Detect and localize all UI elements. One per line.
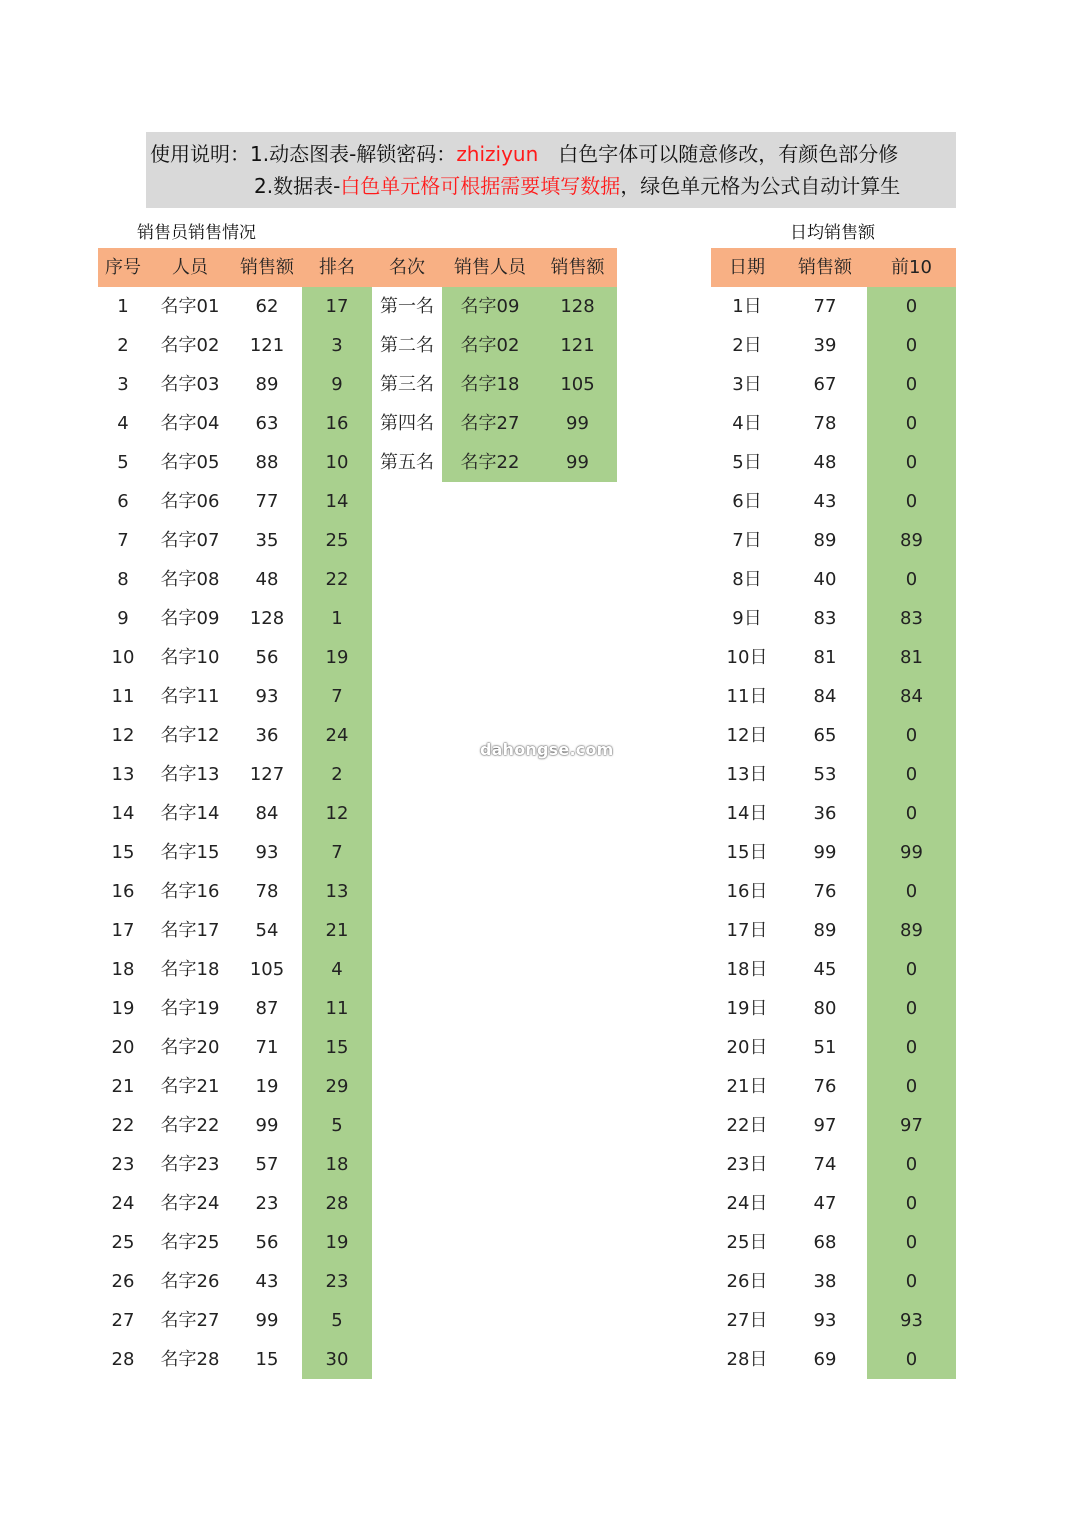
daily-row-date[interactable]: 7日 bbox=[732, 530, 762, 551]
daily-row-top10[interactable]: 89 bbox=[900, 920, 923, 941]
sales-row-rank[interactable]: 16 bbox=[325, 413, 349, 434]
sales-row-sales[interactable]: 57 bbox=[255, 1154, 279, 1175]
daily-row-sales[interactable]: 47 bbox=[813, 1193, 837, 1214]
daily-row-top10[interactable]: 81 bbox=[900, 647, 923, 668]
sales-row-person[interactable]: 名字11 bbox=[160, 686, 220, 707]
watermark: dahongse.com bbox=[480, 740, 614, 759]
instructions-line-1 bbox=[150, 139, 898, 169]
sales-row-index[interactable]: 26 bbox=[111, 1271, 135, 1292]
sales-row-person[interactable]: 名字05 bbox=[160, 452, 220, 473]
sales-row-sales[interactable]: 88 bbox=[255, 452, 279, 473]
daily-row-top10[interactable]: 0 bbox=[905, 1037, 918, 1058]
sales-row-rank[interactable]: 24 bbox=[325, 725, 349, 746]
top5-row-place[interactable]: 第四名 bbox=[380, 413, 434, 434]
sales-row-person[interactable]: 名字18 bbox=[160, 959, 220, 980]
daily-row-sales[interactable]: 99 bbox=[813, 842, 837, 863]
daily-row-top10[interactable]: 0 bbox=[905, 1076, 918, 1097]
sales-row-rank[interactable]: 15 bbox=[325, 1037, 349, 1058]
top5-row-salesperson[interactable]: 名字09 bbox=[460, 296, 520, 317]
sales-row-sales[interactable]: 78 bbox=[255, 881, 279, 902]
header-date[interactable]: 日期 bbox=[729, 257, 765, 278]
sales-row-person[interactable]: 名字16 bbox=[160, 881, 220, 902]
sales-row-rank[interactable]: 19 bbox=[325, 647, 349, 668]
daily-row-top10[interactable]: 84 bbox=[900, 686, 923, 707]
daily-row-top10[interactable]: 0 bbox=[905, 764, 918, 785]
daily-row-date[interactable]: 25日 bbox=[726, 1232, 768, 1253]
daily-row-sales[interactable]: 69 bbox=[813, 1349, 837, 1370]
top5-row-salesperson[interactable]: 名字27 bbox=[460, 413, 520, 434]
daily-row-date[interactable]: 2日 bbox=[732, 335, 762, 356]
sales-row-person[interactable]: 名字28 bbox=[160, 1349, 220, 1370]
top5-row-place[interactable]: 第五名 bbox=[380, 452, 434, 473]
sales-row-sales[interactable]: 43 bbox=[255, 1271, 279, 1292]
daily-row-top10[interactable]: 99 bbox=[900, 842, 923, 863]
sales-row-person[interactable]: 名字09 bbox=[160, 608, 220, 629]
sales-row-sales[interactable]: 19 bbox=[255, 1076, 279, 1097]
daily-row-date[interactable]: 14日 bbox=[726, 803, 768, 824]
daily-row-top10[interactable]: 0 bbox=[905, 881, 918, 902]
instructions-line2-suffix: ，绿色单元格为公式自动计算生 bbox=[620, 174, 901, 198]
header-place[interactable]: 名次 bbox=[389, 257, 425, 278]
daily-row-top10[interactable]: 0 bbox=[905, 998, 918, 1019]
top5-row-salesperson[interactable]: 名字22 bbox=[460, 452, 520, 473]
top5-row-sales[interactable]: 121 bbox=[560, 335, 595, 356]
daily-row-top10[interactable]: 0 bbox=[905, 1271, 918, 1292]
daily-row-sales[interactable]: 77 bbox=[813, 296, 837, 317]
daily-row-date[interactable]: 6日 bbox=[732, 491, 762, 512]
daily-row-date[interactable]: 22日 bbox=[726, 1115, 768, 1136]
daily-row-top10[interactable]: 93 bbox=[900, 1310, 923, 1331]
top5-row-sales[interactable]: 128 bbox=[560, 296, 595, 317]
sales-row-sales[interactable]: 23 bbox=[255, 1193, 279, 1214]
sales-row-index[interactable]: 12 bbox=[111, 725, 135, 746]
sales-row-rank[interactable]: 5 bbox=[331, 1310, 343, 1331]
daily-row-date[interactable]: 10日 bbox=[726, 647, 768, 668]
daily-row-sales[interactable]: 40 bbox=[813, 569, 837, 590]
daily-row-top10[interactable]: 0 bbox=[905, 335, 918, 356]
sales-row-index[interactable]: 6 bbox=[117, 491, 129, 512]
sales-row-rank[interactable]: 5 bbox=[331, 1115, 343, 1136]
daily-row-date[interactable]: 13日 bbox=[726, 764, 768, 785]
daily-row-top10[interactable]: 97 bbox=[900, 1115, 923, 1136]
sales-row-rank[interactable]: 11 bbox=[325, 998, 349, 1019]
sales-row-index[interactable]: 13 bbox=[111, 764, 135, 785]
sales-row-person[interactable]: 名字07 bbox=[160, 530, 220, 551]
sales-row-index[interactable]: 11 bbox=[111, 686, 135, 707]
sales-row-person[interactable]: 名字22 bbox=[160, 1115, 220, 1136]
sales-row-index[interactable]: 15 bbox=[111, 842, 135, 863]
daily-row-sales[interactable]: 84 bbox=[813, 686, 837, 707]
sales-row-index[interactable]: 10 bbox=[111, 647, 135, 668]
sales-row-index[interactable]: 23 bbox=[111, 1154, 135, 1175]
daily-row-top10[interactable]: 0 bbox=[905, 374, 918, 395]
daily-row-top10[interactable]: 0 bbox=[905, 1154, 918, 1175]
sales-table-title: 销售员销售情况 bbox=[137, 223, 256, 243]
top5-row-salesperson[interactable]: 名字18 bbox=[460, 374, 520, 395]
sales-row-sales[interactable]: 63 bbox=[255, 413, 279, 434]
header-sales[interactable]: 销售额 bbox=[240, 257, 294, 278]
sales-row-person[interactable]: 名字12 bbox=[160, 725, 220, 746]
daily-row-sales[interactable]: 65 bbox=[813, 725, 837, 746]
daily-row-date[interactable]: 1日 bbox=[732, 296, 762, 317]
sales-row-person[interactable]: 名字06 bbox=[160, 491, 220, 512]
sales-row-index[interactable]: 25 bbox=[111, 1232, 135, 1253]
daily-row-sales[interactable]: 51 bbox=[813, 1037, 837, 1058]
daily-row-top10[interactable]: 89 bbox=[900, 530, 923, 551]
sales-row-person[interactable]: 名字19 bbox=[160, 998, 220, 1019]
sales-row-index[interactable]: 16 bbox=[111, 881, 135, 902]
header-person[interactable]: 人员 bbox=[172, 257, 208, 278]
daily-row-sales[interactable]: 53 bbox=[813, 764, 837, 785]
sales-row-sales[interactable]: 105 bbox=[249, 959, 285, 980]
daily-row-date[interactable]: 9日 bbox=[732, 608, 762, 629]
sales-row-sales[interactable]: 84 bbox=[255, 803, 279, 824]
sales-row-person[interactable]: 名字21 bbox=[160, 1076, 220, 1097]
daily-row-sales[interactable]: 78 bbox=[813, 413, 837, 434]
daily-row-date[interactable]: 21日 bbox=[726, 1076, 768, 1097]
sales-row-sales[interactable]: 56 bbox=[255, 1232, 279, 1253]
top5-row-salesperson[interactable]: 名字02 bbox=[460, 335, 520, 356]
sales-row-rank[interactable]: 17 bbox=[325, 296, 349, 317]
daily-row-date[interactable]: 24日 bbox=[726, 1193, 768, 1214]
sales-row-index[interactable]: 5 bbox=[117, 452, 129, 473]
sales-row-index[interactable]: 8 bbox=[117, 569, 129, 590]
sales-row-index[interactable]: 22 bbox=[111, 1115, 135, 1136]
sales-row-person[interactable]: 名字25 bbox=[160, 1232, 220, 1253]
header-daily-sales[interactable]: 销售额 bbox=[798, 257, 852, 278]
sales-row-rank[interactable]: 7 bbox=[331, 686, 343, 707]
daily-row-date[interactable]: 26日 bbox=[726, 1271, 768, 1292]
daily-row-top10[interactable]: 0 bbox=[905, 296, 918, 317]
daily-row-sales[interactable]: 36 bbox=[813, 803, 837, 824]
sales-row-person[interactable]: 名字03 bbox=[160, 374, 220, 395]
sales-row-person[interactable]: 名字26 bbox=[160, 1271, 220, 1292]
daily-row-sales[interactable]: 76 bbox=[813, 1076, 837, 1097]
sales-row-person[interactable]: 名字24 bbox=[160, 1193, 220, 1214]
header-top-sales[interactable]: 销售额 bbox=[550, 257, 605, 278]
sales-row-person[interactable]: 名字13 bbox=[160, 764, 220, 785]
sales-row-person[interactable]: 名字27 bbox=[160, 1310, 220, 1331]
instructions-line1-prefix: 使用说明：1.动态图表-解锁密码： bbox=[150, 142, 457, 166]
daily-row-top10[interactable]: 0 bbox=[905, 959, 918, 980]
sales-row-index[interactable]: 1 bbox=[117, 296, 129, 317]
daily-row-sales[interactable]: 93 bbox=[813, 1310, 837, 1331]
sales-row-index[interactable]: 20 bbox=[111, 1037, 135, 1058]
sales-row-person[interactable]: 名字04 bbox=[160, 413, 220, 434]
instructions-line-2 bbox=[254, 171, 900, 201]
daily-row-date[interactable]: 12日 bbox=[726, 725, 768, 746]
sales-row-rank[interactable]: 1 bbox=[331, 608, 343, 629]
sales-row-index[interactable]: 9 bbox=[117, 608, 129, 629]
daily-row-date[interactable]: 5日 bbox=[732, 452, 762, 473]
daily-row-sales[interactable]: 89 bbox=[813, 530, 837, 551]
daily-row-sales[interactable]: 76 bbox=[813, 881, 837, 902]
sales-row-index[interactable]: 2 bbox=[117, 335, 129, 356]
header-index[interactable]: 序号 bbox=[105, 257, 141, 278]
daily-row-top10[interactable]: 0 bbox=[905, 491, 918, 512]
sales-row-person[interactable]: 名字14 bbox=[160, 803, 220, 824]
sales-row-sales[interactable]: 15 bbox=[255, 1349, 279, 1370]
daily-row-top10[interactable]: 0 bbox=[905, 413, 918, 434]
sales-row-index[interactable]: 4 bbox=[117, 413, 129, 434]
sales-row-sales[interactable]: 93 bbox=[255, 686, 279, 707]
daily-row-top10[interactable]: 0 bbox=[905, 1232, 918, 1253]
sales-row-index[interactable]: 14 bbox=[111, 803, 135, 824]
daily-row-date[interactable]: 28日 bbox=[726, 1349, 768, 1370]
sales-row-rank[interactable]: 29 bbox=[325, 1076, 349, 1097]
sales-row-rank[interactable]: 12 bbox=[325, 803, 349, 824]
sales-row-sales[interactable]: 99 bbox=[255, 1310, 279, 1331]
sales-row-rank[interactable]: 9 bbox=[331, 374, 343, 395]
sales-row-rank[interactable]: 7 bbox=[331, 842, 343, 863]
sales-row-rank[interactable]: 19 bbox=[325, 1232, 349, 1253]
sales-row-rank[interactable]: 4 bbox=[331, 959, 343, 980]
sales-row-index[interactable]: 28 bbox=[111, 1349, 135, 1370]
sales-row-rank[interactable]: 22 bbox=[325, 569, 349, 590]
daily-row-sales[interactable]: 38 bbox=[813, 1271, 837, 1292]
sales-row-sales[interactable]: 36 bbox=[255, 725, 279, 746]
daily-table-title: 日均销售额 bbox=[790, 223, 875, 243]
daily-row-top10[interactable]: 0 bbox=[905, 803, 918, 824]
sales-row-index[interactable]: 27 bbox=[111, 1310, 135, 1331]
sales-row-person[interactable]: 名字10 bbox=[160, 647, 220, 668]
sales-row-rank[interactable]: 14 bbox=[325, 491, 349, 512]
daily-row-sales[interactable]: 48 bbox=[813, 452, 837, 473]
daily-row-date[interactable]: 18日 bbox=[726, 959, 768, 980]
sales-row-index[interactable]: 19 bbox=[111, 998, 135, 1019]
daily-row-sales[interactable]: 81 bbox=[813, 647, 837, 668]
daily-row-sales[interactable]: 68 bbox=[813, 1232, 837, 1253]
sales-row-sales[interactable]: 48 bbox=[255, 569, 279, 590]
sales-row-index[interactable]: 3 bbox=[117, 374, 129, 395]
daily-row-sales[interactable]: 83 bbox=[813, 608, 837, 629]
daily-row-top10[interactable]: 0 bbox=[905, 725, 918, 746]
sales-row-person[interactable]: 名字01 bbox=[160, 296, 220, 317]
top5-row-sales[interactable]: 99 bbox=[566, 413, 589, 434]
daily-row-sales[interactable]: 74 bbox=[813, 1154, 837, 1175]
sales-row-person[interactable]: 名字08 bbox=[160, 569, 220, 590]
sales-row-index[interactable]: 21 bbox=[111, 1076, 135, 1097]
sales-row-rank[interactable]: 30 bbox=[325, 1349, 349, 1370]
sales-row-sales[interactable]: 127 bbox=[249, 764, 285, 785]
sales-row-sales[interactable]: 35 bbox=[255, 530, 279, 551]
instructions-banner bbox=[146, 132, 956, 208]
sales-row-person[interactable]: 名字23 bbox=[160, 1154, 220, 1175]
daily-row-date[interactable]: 16日 bbox=[726, 881, 768, 902]
daily-row-date[interactable]: 15日 bbox=[726, 842, 768, 863]
daily-row-date[interactable]: 11日 bbox=[726, 686, 768, 707]
sales-row-sales[interactable]: 121 bbox=[249, 335, 285, 356]
sales-row-person[interactable]: 名字15 bbox=[160, 842, 220, 863]
header-top10[interactable]: 前10 bbox=[891, 257, 932, 278]
sales-row-rank[interactable]: 10 bbox=[325, 452, 349, 473]
sales-row-rank[interactable]: 21 bbox=[325, 920, 349, 941]
daily-row-sales[interactable]: 39 bbox=[813, 335, 837, 356]
sales-row-person[interactable]: 名字17 bbox=[160, 920, 220, 941]
daily-row-sales[interactable]: 89 bbox=[813, 920, 837, 941]
sales-row-sales[interactable]: 87 bbox=[255, 998, 279, 1019]
sales-row-person[interactable]: 名字20 bbox=[160, 1037, 220, 1058]
daily-row-date[interactable]: 17日 bbox=[726, 920, 768, 941]
header-salesperson[interactable]: 销售人员 bbox=[454, 257, 526, 278]
daily-row-top10[interactable]: 83 bbox=[900, 608, 923, 629]
daily-row-top10[interactable]: 0 bbox=[905, 569, 918, 590]
daily-row-sales[interactable]: 97 bbox=[813, 1115, 837, 1136]
sales-row-sales[interactable]: 71 bbox=[255, 1037, 279, 1058]
sales-row-sales[interactable]: 56 bbox=[255, 647, 279, 668]
sales-row-rank[interactable]: 3 bbox=[331, 335, 343, 356]
top5-row-place[interactable]: 第三名 bbox=[380, 374, 434, 395]
sales-row-sales[interactable]: 128 bbox=[249, 608, 285, 629]
daily-row-top10[interactable]: 0 bbox=[905, 1349, 918, 1370]
daily-row-sales[interactable]: 80 bbox=[813, 998, 837, 1019]
top5-row-sales[interactable]: 105 bbox=[560, 374, 595, 395]
daily-row-top10[interactable]: 0 bbox=[905, 452, 918, 473]
daily-row-date[interactable]: 19日 bbox=[726, 998, 768, 1019]
daily-row-date[interactable]: 3日 bbox=[732, 374, 762, 395]
sales-row-sales[interactable]: 62 bbox=[255, 296, 279, 317]
top5-row-sales[interactable]: 99 bbox=[566, 452, 589, 473]
daily-row-date[interactable]: 20日 bbox=[726, 1037, 768, 1058]
daily-row-sales[interactable]: 67 bbox=[813, 374, 837, 395]
sales-row-rank[interactable]: 25 bbox=[325, 530, 349, 551]
sales-row-index[interactable]: 18 bbox=[111, 959, 135, 980]
sales-row-rank[interactable]: 18 bbox=[325, 1154, 349, 1175]
top5-row-place[interactable]: 第一名 bbox=[380, 296, 434, 317]
sales-row-rank[interactable]: 28 bbox=[325, 1193, 349, 1214]
daily-row-date[interactable]: 8日 bbox=[732, 569, 762, 590]
sales-row-sales[interactable]: 89 bbox=[255, 374, 279, 395]
sales-row-sales[interactable]: 93 bbox=[255, 842, 279, 863]
daily-row-top10[interactable]: 0 bbox=[905, 1193, 918, 1214]
daily-row-date[interactable]: 4日 bbox=[732, 413, 762, 434]
instructions-line1-suffix: 白色字体可以随意修改，有颜色部分修 bbox=[558, 142, 899, 166]
sales-row-person[interactable]: 名字02 bbox=[160, 335, 220, 356]
sales-row-sales[interactable]: 99 bbox=[255, 1115, 279, 1136]
top5-row-place[interactable]: 第二名 bbox=[380, 335, 434, 356]
instructions-line2-prefix: 2.数据表- bbox=[254, 174, 341, 198]
header-rank[interactable]: 排名 bbox=[319, 257, 355, 278]
sales-row-sales[interactable]: 54 bbox=[255, 920, 279, 941]
daily-row-date[interactable]: 23日 bbox=[726, 1154, 768, 1175]
daily-row-sales[interactable]: 43 bbox=[813, 491, 837, 512]
daily-row-sales[interactable]: 45 bbox=[813, 959, 837, 980]
sales-row-index[interactable]: 17 bbox=[111, 920, 135, 941]
sales-row-index[interactable]: 7 bbox=[117, 530, 129, 551]
sales-row-rank[interactable]: 13 bbox=[325, 881, 349, 902]
daily-row-date[interactable]: 27日 bbox=[726, 1310, 768, 1331]
instructions-line2-red: 白色单元格可根据需要填写数据 bbox=[340, 174, 621, 198]
sales-row-sales[interactable]: 77 bbox=[255, 491, 279, 512]
sales-row-index[interactable]: 24 bbox=[111, 1193, 135, 1214]
sales-row-rank[interactable]: 23 bbox=[325, 1271, 349, 1292]
sales-row-rank[interactable]: 2 bbox=[331, 764, 343, 785]
unlock-password: zhiziyun bbox=[456, 142, 539, 166]
